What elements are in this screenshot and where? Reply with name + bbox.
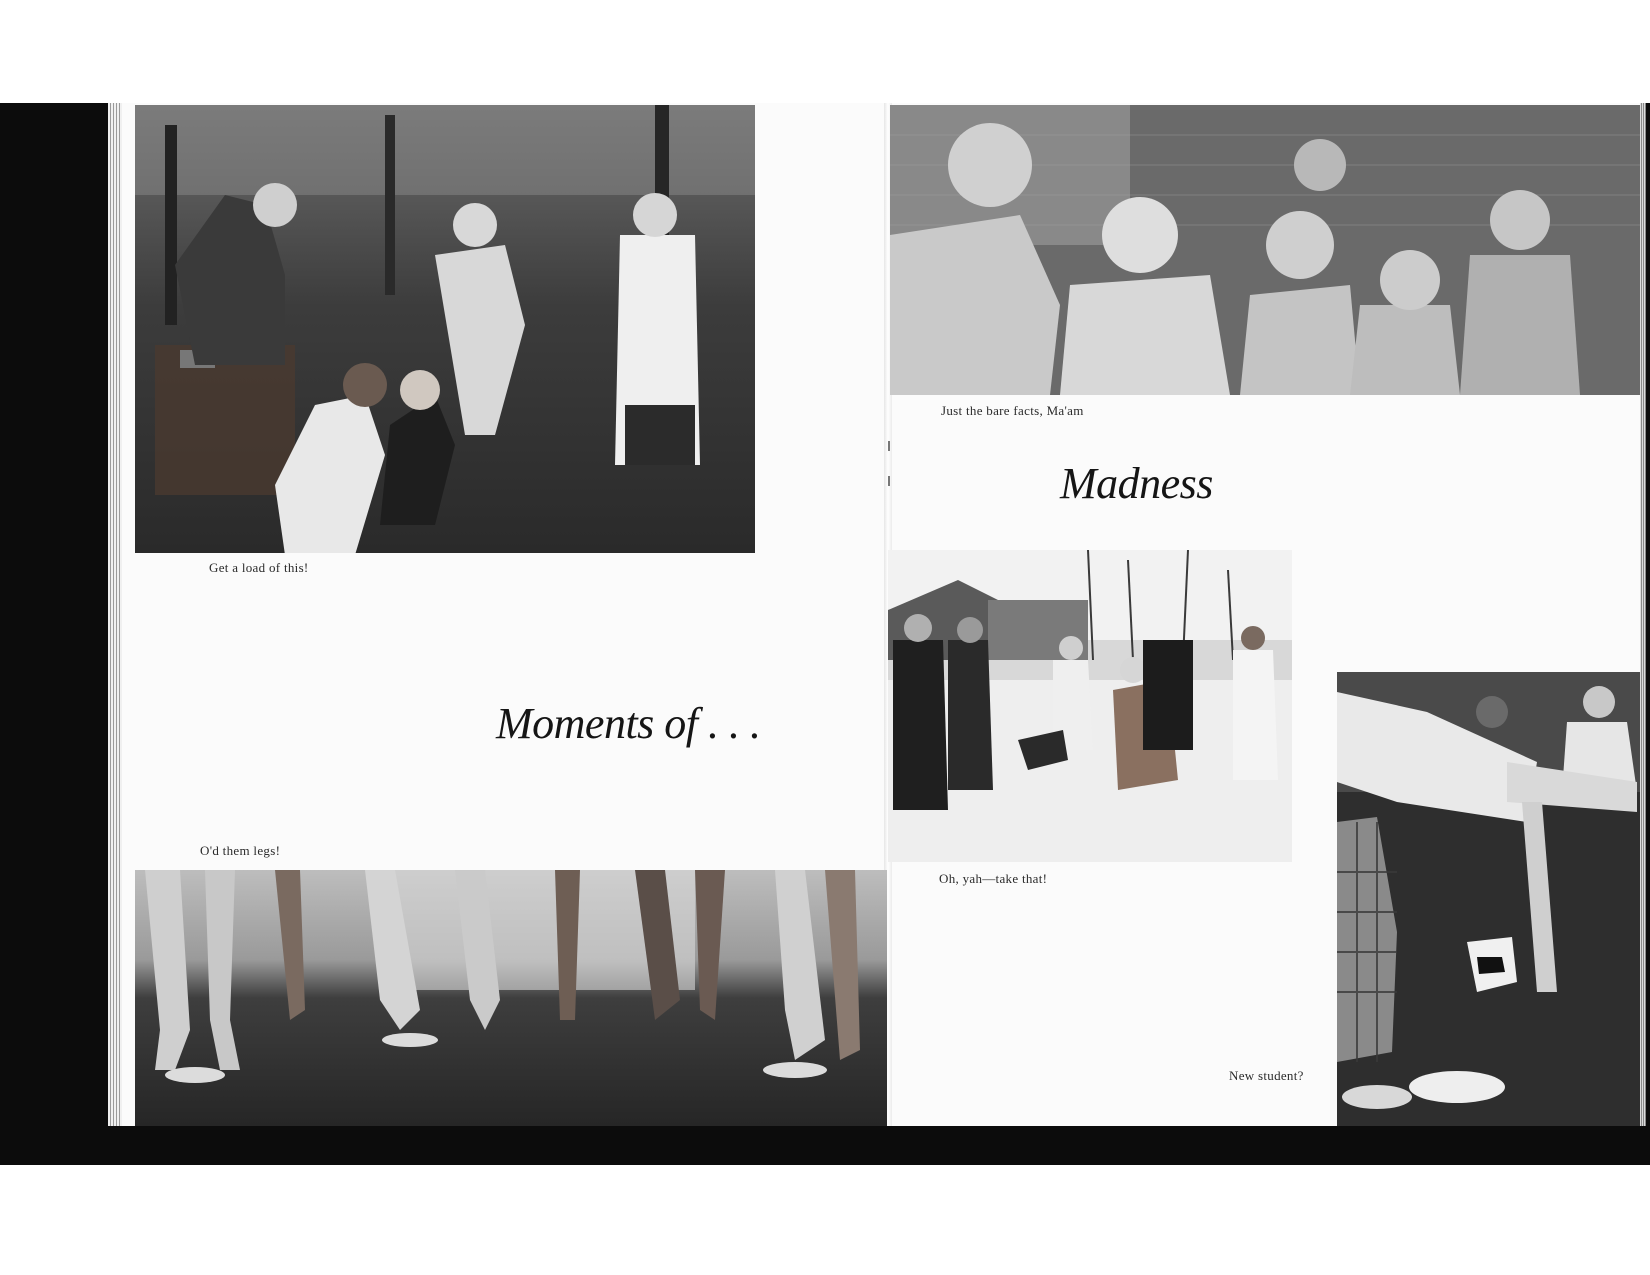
margin-mark [888,476,890,486]
margin-mark [888,441,890,451]
caption-take-that: Oh, yah—take that! [939,871,1048,886]
caption-bare-facts: Just the bare facts, Ma'am [941,403,1084,418]
snowball-photo [888,550,1292,862]
group-outdoors-photo [135,105,755,553]
dog-classroom-photo [1337,672,1640,1126]
caption-new-student: New student? [1229,1068,1304,1083]
shower-photo [890,105,1640,395]
page-stack-edge [108,103,122,1126]
caption-legs: O'd them legs! [200,843,281,858]
right-page-edge [1640,103,1646,1126]
title-madness: Madness [1060,459,1213,508]
caption-get-a-load: Get a load of this! [209,560,309,575]
title-moments-of: Moments of . . . [496,699,761,748]
bare-legs-photo [135,870,887,1126]
